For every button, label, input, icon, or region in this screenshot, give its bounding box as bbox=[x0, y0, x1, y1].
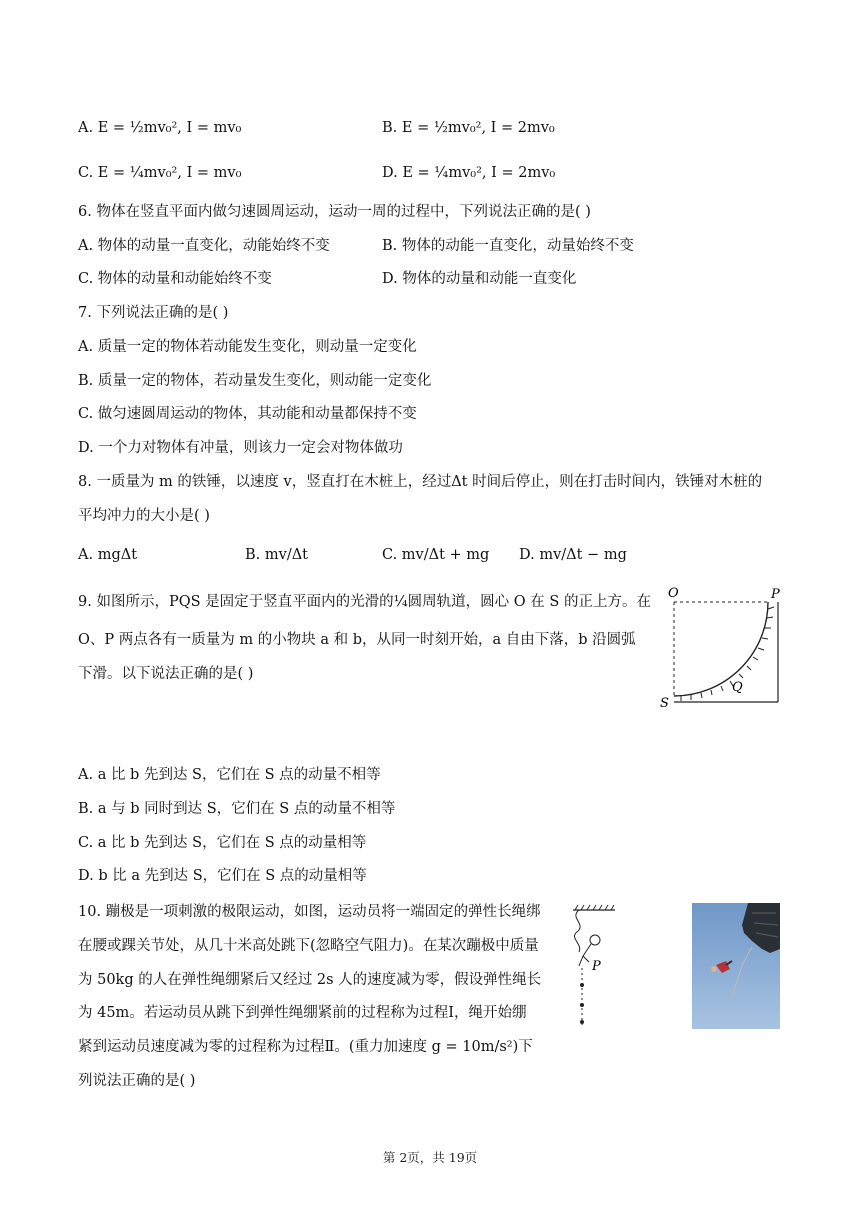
q8-stem-line1: 8. 一质量为 m 的铁锤，以速度 v，竖直打在木桩上，经过Δt 时间后停止，则在打击时间内，铁锤对木桩的 bbox=[78, 474, 763, 490]
q9-stem-line2: O、P 两点各有一质量为 m 的小物块 a 和 b，从同一时刻开始，a 自由下落，b 沿圆弧 bbox=[78, 632, 636, 648]
q5-option-c: C. E = ¼mv₀², I = mv₀ bbox=[78, 165, 242, 181]
q9-option-b: B. a 与 b 同时到达 S，它们在 S 点的动量不相等 bbox=[78, 801, 396, 817]
q5-option-d: D. E = ¼mv₀², I = 2mv₀ bbox=[382, 165, 556, 181]
label-q: Q bbox=[732, 680, 743, 695]
path-dot-2 bbox=[580, 1003, 584, 1007]
bungee-photo bbox=[692, 903, 780, 1029]
bungee-cord bbox=[574, 910, 580, 952]
q5-option-b: B. E = ½mv₀², I = 2mv₀ bbox=[382, 120, 555, 136]
path-dot-3 bbox=[580, 1020, 584, 1024]
q8-option-a: A. mgΔt bbox=[78, 547, 138, 563]
q9-option-a: A. a 比 b 先到达 S，它们在 S 点的动量不相等 bbox=[78, 767, 381, 783]
q9-option-d: D. b 比 a 先到达 S，它们在 S 点的动量相等 bbox=[78, 868, 367, 884]
q8-option-b: B. mv/Δt bbox=[245, 547, 308, 563]
label-p: P bbox=[592, 959, 601, 974]
q6-option-c: C. 物体的动量和动能始终不变 bbox=[78, 271, 272, 287]
q10-stem-line1: 10. 蹦极是一项刺激的极限运动，如图，运动员将一端固定的弹性长绳绑 bbox=[78, 904, 541, 920]
q7-option-d: D. 一个力对物体有冲量，则该力一定会对物体做功 bbox=[78, 440, 403, 456]
q6-option-d: D. 物体的动量和动能一直变化 bbox=[382, 271, 577, 287]
jumper-body bbox=[579, 944, 591, 966]
q7-option-b: B. 质量一定的物体，若动量发生变化，则动能一定变化 bbox=[78, 373, 432, 389]
q5-option-a: A. E = ½mv₀², I = mv₀ bbox=[78, 120, 242, 136]
track-hatching bbox=[681, 607, 774, 701]
q7-option-c: C. 做匀速圆周运动的物体，其动能和动量都保持不变 bbox=[78, 406, 417, 422]
quarter-circle-track-figure bbox=[660, 585, 785, 710]
q6-stem: 6. 物体在竖直平面内做匀速圆周运动，运动一周的过程中，下列说法正确的是( ) bbox=[78, 204, 591, 220]
q8-option-c: C. mv/Δt + mg bbox=[382, 547, 490, 563]
track-arc bbox=[674, 602, 768, 696]
q6-option-b: B. 物体的动能一直变化，动量始终不变 bbox=[382, 238, 634, 254]
q9-stem-line1: 9. 如图所示，PQS 是固定于竖直平面内的光滑的¼圆周轨道，圆心 O 在 S 的正上方。在 bbox=[78, 594, 651, 610]
q10-stem-line4: 为 45m。若运动员从跳下到弹性绳绷紧前的过程称为过程Ⅰ，绳开始绷 bbox=[78, 1005, 527, 1021]
ceiling-hatching bbox=[575, 905, 614, 910]
q7-option-a: A. 质量一定的物体若动能发生变化，则动量一定变化 bbox=[78, 339, 417, 355]
q9-stem-line3: 下滑。以下说法正确的是( ) bbox=[78, 666, 254, 682]
label-s: S bbox=[660, 696, 669, 710]
q7-stem: 7. 下列说法正确的是( ) bbox=[78, 305, 229, 321]
q9-option-c: C. a 比 b 先到达 S，它们在 S 点的动量相等 bbox=[78, 835, 367, 851]
label-o: O bbox=[668, 586, 679, 601]
q8-option-d: D. mv/Δt − mg bbox=[519, 547, 627, 563]
q10-stem-line5: 紧到运动员速度减为零的过程称为过程Ⅱ。(重力加速度 g = 10m/s²)下 bbox=[78, 1039, 533, 1055]
jumper-head bbox=[711, 966, 717, 972]
label-p: P bbox=[771, 587, 780, 602]
q10-stem-line6: 列说法正确的是( ) bbox=[78, 1073, 196, 1089]
path-dot-1 bbox=[580, 983, 584, 987]
bungee-sketch-figure bbox=[565, 900, 625, 1030]
q8-stem-line2: 平均冲力的大小是( ) bbox=[78, 508, 210, 524]
q10-stem-line2: 在腰或踝关节处，从几十米高处跳下(忽略空气阻力)。在某次蹦极中质量 bbox=[78, 938, 539, 954]
q6-option-a: A. 物体的动量一直变化，动能始终不变 bbox=[78, 238, 330, 254]
q10-stem-line3: 为 50kg 的人在弹性绳绷紧后又经过 2s 人的速度减为零，假设弹性绳长 bbox=[78, 972, 542, 988]
jumper-head bbox=[590, 935, 600, 945]
page-footer: 第 2页，共 19页 bbox=[382, 1150, 478, 1165]
